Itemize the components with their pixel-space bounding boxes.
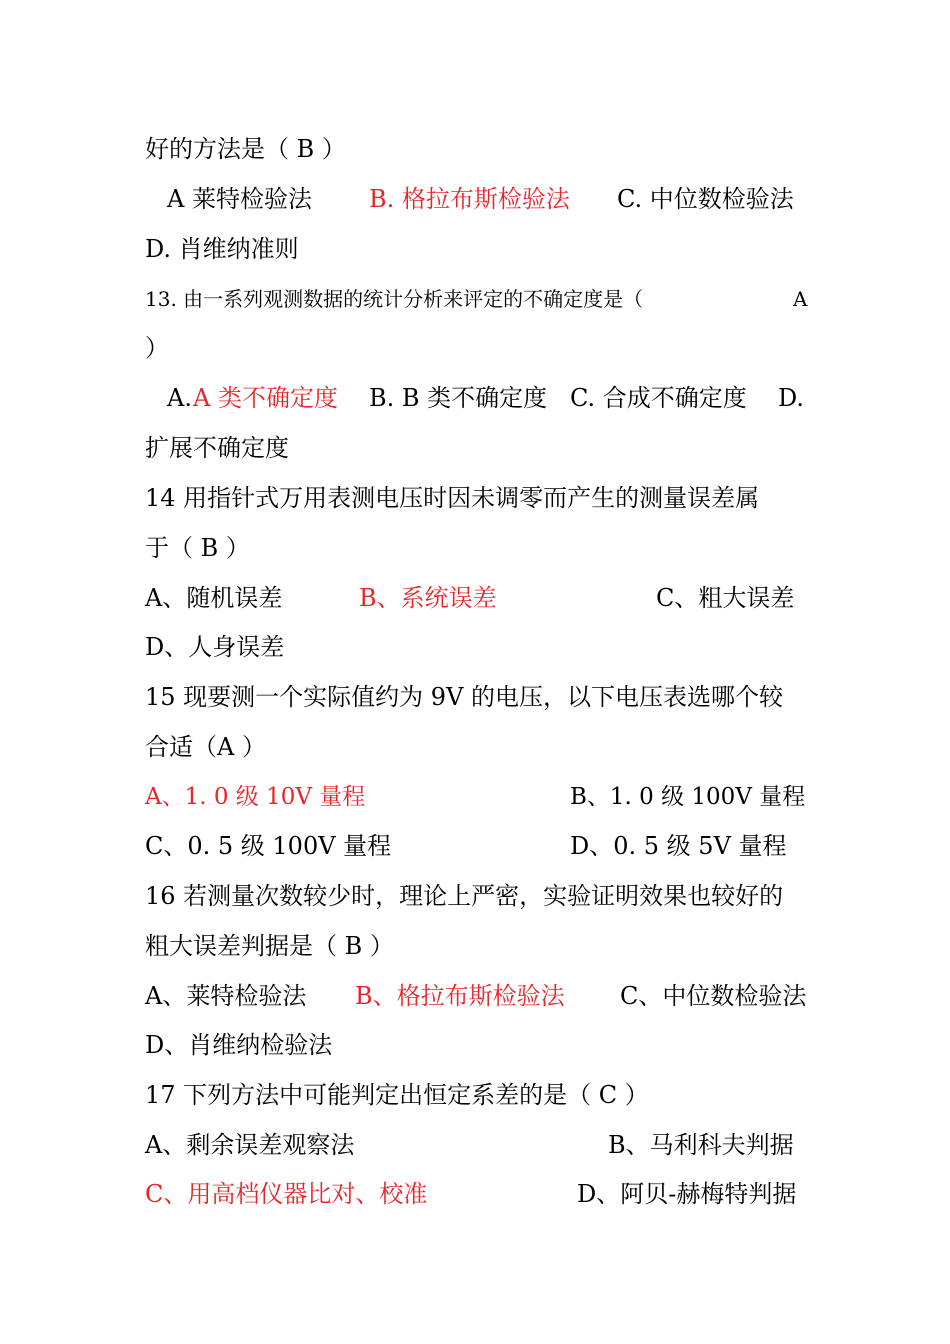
question-13-stem <box>145 279 807 319</box>
option-14-b-answer: B、系统误差 <box>359 584 497 612</box>
option-16-d: D、肖维纳检验法 <box>145 1031 333 1059</box>
option-16-a: A、莱特检验法 <box>145 982 307 1010</box>
question-12-stem-end <box>145 129 807 169</box>
option-15-a-answer: A、1. 0 级 10V 量程 <box>145 784 366 810</box>
question-14-text: 14 用指针式万用表测电压时因未调零而产生的测量误差属 <box>145 484 760 512</box>
question-16-stem-end <box>145 926 807 966</box>
question-16-text: 16 若测量次数较少时，理论上严密，实验证明效果也较好的 <box>145 882 784 910</box>
question-12-options <box>145 179 807 219</box>
option-15-c: C、0. 5 级 100V 量程 <box>145 832 392 860</box>
question-14-answer: 于（ B ） <box>145 534 250 562</box>
question-15-options-ab <box>145 777 807 817</box>
question-17-text: 17 下列方法中可能判定出恒定系差的是（ C ） <box>145 1081 649 1109</box>
question-13-options <box>145 378 807 418</box>
question-15-stem-end <box>145 727 807 767</box>
option-12-a: A 莱特检验法 <box>167 185 312 213</box>
question-16-answer: 粗大误差判据是（ B ） <box>145 932 394 960</box>
option-15-b: B、1. 0 级 100V 量程 <box>570 784 806 810</box>
option-12-d: D. 肖维纳准则 <box>145 235 299 263</box>
option-13-c: C. 合成不确定度 <box>570 384 747 412</box>
question-14-stem <box>145 478 807 518</box>
option-17-a: A、剩余误差观察法 <box>145 1131 355 1159</box>
option-16-c: C、中位数检验法 <box>620 982 807 1010</box>
option-13-a-prefix: A. <box>167 384 192 412</box>
question-13-option-d-line <box>145 428 807 468</box>
option-12-b-answer: B. 格拉布斯检验法 <box>369 185 570 213</box>
question-12-option-d-line <box>145 229 807 269</box>
question-17-options-cd <box>145 1174 807 1214</box>
question-13-close-paren: ） <box>145 334 169 362</box>
question-17-stem <box>145 1075 807 1115</box>
option-17-c-answer: C、用高档仪器比对、校准 <box>145 1180 428 1208</box>
question-15-answer: 合适（A ） <box>145 733 266 761</box>
option-12-c: C. 中位数检验法 <box>617 185 794 213</box>
question-17-options-ab <box>145 1125 807 1165</box>
option-13-d: 扩展不确定度 <box>145 434 289 462</box>
question-14-options <box>145 578 807 618</box>
option-17-b: B、马利科夫判据 <box>608 1131 794 1159</box>
option-14-c: C、粗大误差 <box>656 584 795 612</box>
question-13-answer: A <box>793 287 808 311</box>
question-12-stem-text: 好的方法是（ B ） <box>145 135 346 163</box>
question-13-stem-end <box>145 328 807 368</box>
question-16-options <box>145 976 807 1016</box>
question-14-stem-end <box>145 528 807 568</box>
question-15-options-cd <box>145 826 807 866</box>
question-16-option-d-line <box>145 1025 807 1065</box>
option-13-d-prefix: D. <box>778 384 805 412</box>
question-16-stem <box>145 876 807 916</box>
question-13-text: 13. 由一系列观测数据的统计分析来评定的不确定度是（ <box>145 287 644 311</box>
option-14-a: A、随机误差 <box>145 584 283 612</box>
option-13-a-answer: A 类不确定度 <box>193 384 338 412</box>
question-15-stem <box>145 677 807 717</box>
option-14-d: D、人身误差 <box>145 633 285 661</box>
option-15-d: D、0. 5 级 5V 量程 <box>570 832 787 860</box>
option-16-b-answer: B、格拉布斯检验法 <box>355 982 565 1010</box>
option-17-d: D、阿贝-赫梅特判据 <box>577 1180 797 1208</box>
question-15-text: 15 现要测一个实际值约为 9V 的电压，以下电压表选哪个较 <box>145 683 784 711</box>
question-14-option-d-line <box>145 627 807 667</box>
option-13-b: B. B 类不确定度 <box>369 384 548 412</box>
